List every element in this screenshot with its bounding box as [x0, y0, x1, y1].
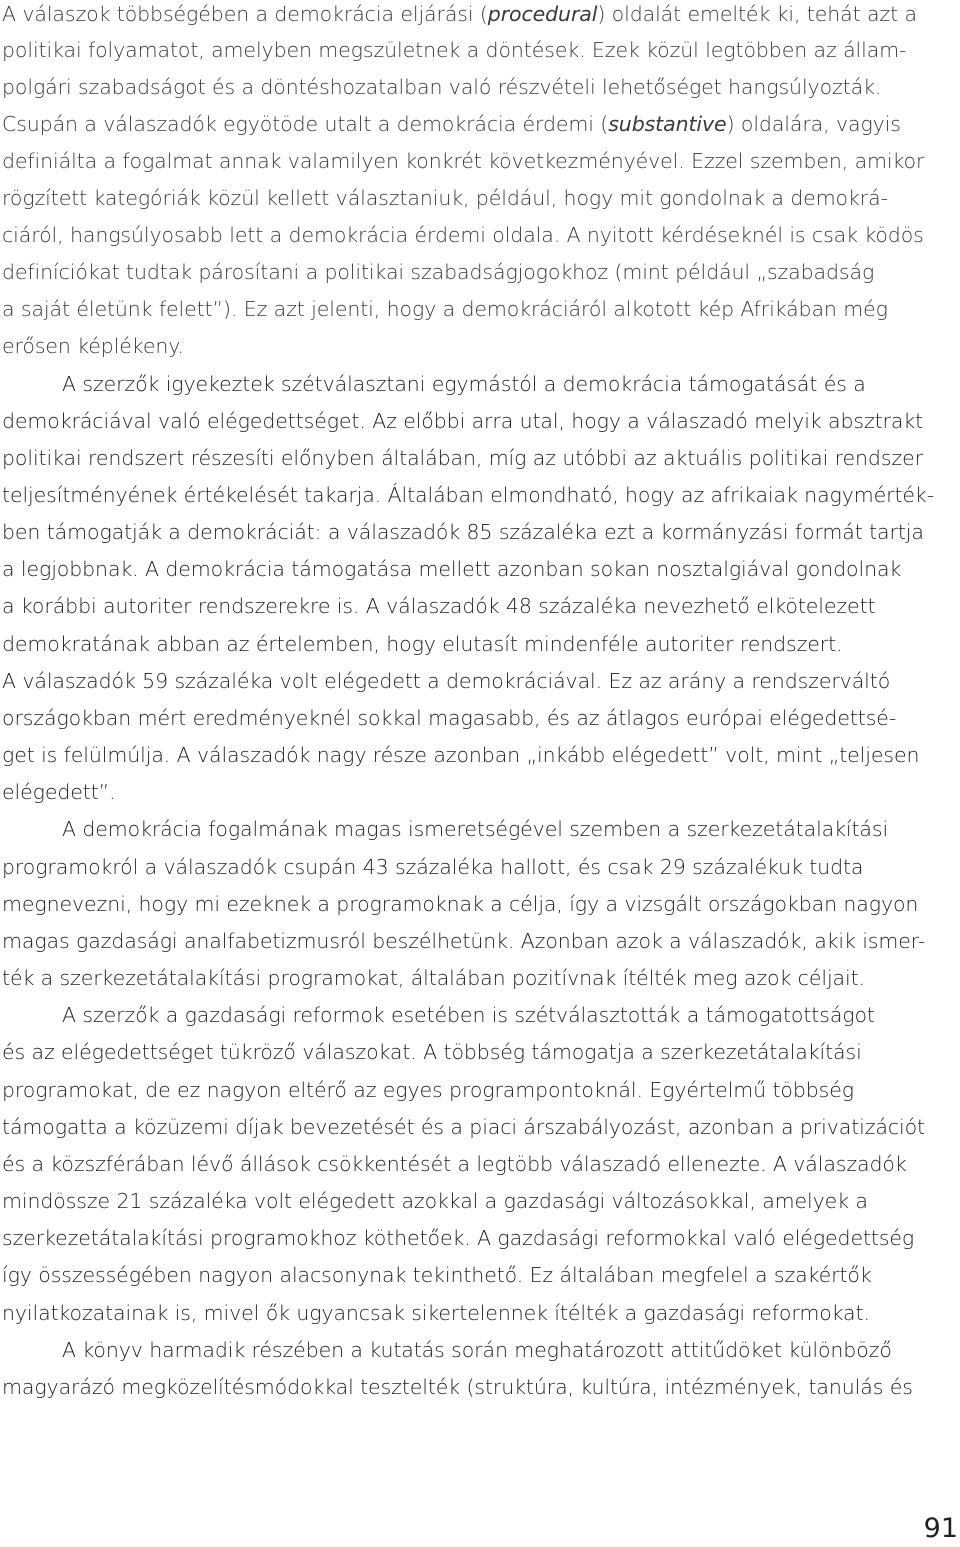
text-line: ciáról, hangsúlyosabb lett a demokrácia érdemi oldala. A nyitott kérdéseknél is csak ködös [2, 223, 924, 247]
text-line: A demokrácia fogalmának magas ismeretségével szemben a szerkezetátalakítási [62, 817, 889, 841]
text-line: elégedett”. [2, 780, 116, 804]
text-line: A szerzők a gazdasági reformok esetében is szétválasztották a támogatottságot [62, 1003, 875, 1027]
text-line: ben támogatják a demokráciát: a válaszadók 85 százaléka ezt a kormányzási formát tartja [2, 520, 924, 544]
text-line: nyilatkozatainak is, mivel ők ugyancsak sikertelennek ítélték a gazdasági reformokat. [2, 1301, 870, 1325]
text-line: a korábbi autoriter rendszerekre is. A válaszadók 48 százaléka nevezhető elkötelezett [2, 594, 876, 618]
text-line: országokban mért eredményeknél sokkal magasabb, és az átlagos európai elégedettsé- [2, 706, 897, 730]
text-line: szerkezetátalakítási programokhoz köthetőek. A gazdasági reformokkal való elégedettség [2, 1226, 915, 1250]
text-line: A válaszok többségében a demokrácia eljárási (procedural) oldalát emelték ki, tehát azt a [2, 2, 917, 26]
text-line: teljesítményének értékelését takarja. Általában elmondható, hogy az afrikaiak nagymérték- [2, 483, 934, 507]
text-line: programokról a válaszadók csupán 43 százaléka hallott, és csak 29 százalékuk tudta [2, 855, 864, 879]
text-line: A szerzők igyekeztek szétválasztani egymástól a demokrácia támogatását és a [62, 372, 866, 396]
text-line: get is felülmúlja. A válaszadók nagy része azonban „inkább elégedett” volt, mint „teljesen [2, 743, 920, 767]
text-line: A könyv harmadik részében a kutatás során meghatározott attitűdöket különböző [62, 1338, 892, 1362]
italic-term: substantive [608, 112, 727, 136]
text-line: definíciókat tudtak párosítani a politikai szabadságjogokhoz (mint például „szabadság [2, 260, 875, 284]
text-line: erősen képlékeny. [2, 334, 184, 358]
text-line: a saját életünk felett”). Ez azt jelenti, hogy a demokráciáról alkotott kép Afrikában még [2, 297, 888, 321]
text-line: mindössze 21 százaléka volt elégedett azokkal a gazdasági változásokkal, amelyek a [2, 1189, 868, 1213]
text-line: A válaszadók 59 százaléka volt elégedett a demokráciával. Ez az arány a rendszerváltó [2, 669, 891, 693]
text-line: politikai folyamatot, amelyben megszületnek a döntések. Ezek közül legtöbben az állam- [2, 38, 907, 62]
text-line: programokat, de ez nagyon eltérő az egyes programpontoknál. Egyértelmű többség [2, 1078, 854, 1102]
text-line: ték a szerkezetátalakítási programokat, általában pozitívnak ítélték meg azok céljait. [2, 966, 865, 990]
text-line: rögzített kategóriák közül kellett választaniuk, például, hogy mit gondolnak a demokrá- [2, 186, 888, 210]
text-line: Csupán a válaszadók egyötöde utalt a demokrácia érdemi (substantive) oldalára, vagyis [2, 112, 901, 136]
text-line: magyarázó megközelítésmódokkal tesztelték (struktúra, kultúra, intézmények, tanulás és [2, 1375, 913, 1399]
text-line: demokratának abban az értelemben, hogy elutasít mindenféle autoriter rendszert. [2, 632, 843, 656]
text-line: megnevezni, hogy mi ezeknek a programoknak a célja, így a vizsgált országokban nagyon [2, 892, 919, 916]
text-line: magas gazdasági analfabetizmusról beszélhetünk. Azonban azok a válaszadók, akik ismer- [2, 929, 926, 953]
text-line: és a közszférában lévő állások csökkentését a legtöbb válaszadó ellenezte. A válaszadók [2, 1152, 907, 1176]
italic-term: procedural [487, 2, 598, 26]
text-line: a legjobbnak. A demokrácia támogatása mellett azonban sokan nosztalgiával gondolnak [2, 557, 902, 581]
page-number: 91 [923, 1513, 958, 1544]
text-line: és az elégedettséget tükröző válaszokat. A többség támogatja a szerkezetátalakítási [2, 1040, 862, 1064]
text-line: így összességében nagyon alacsonynak tekinthető. Ez általában megfelel a szakértők [2, 1263, 872, 1287]
text-line: politikai rendszert részesíti előnyben általában, míg az utóbbi az aktuális politikai rendszer [2, 446, 923, 470]
text-line: támogatta a közüzemi díjak bevezetését és a piaci árszabályozást, azonban a privatizációt [2, 1115, 925, 1139]
text-line: demokráciával való elégedettséget. Az előbbi arra utal, hogy a válaszadó melyik absztrakt [2, 409, 924, 433]
text-line: definiálta a fogalmat annak valamilyen konkrét következményével. Ezzel szemben, amikor [2, 149, 925, 173]
text-line: polgári szabadságot és a döntéshozatalban való részvételi lehetőséget hangsúlyozták. [2, 75, 882, 99]
